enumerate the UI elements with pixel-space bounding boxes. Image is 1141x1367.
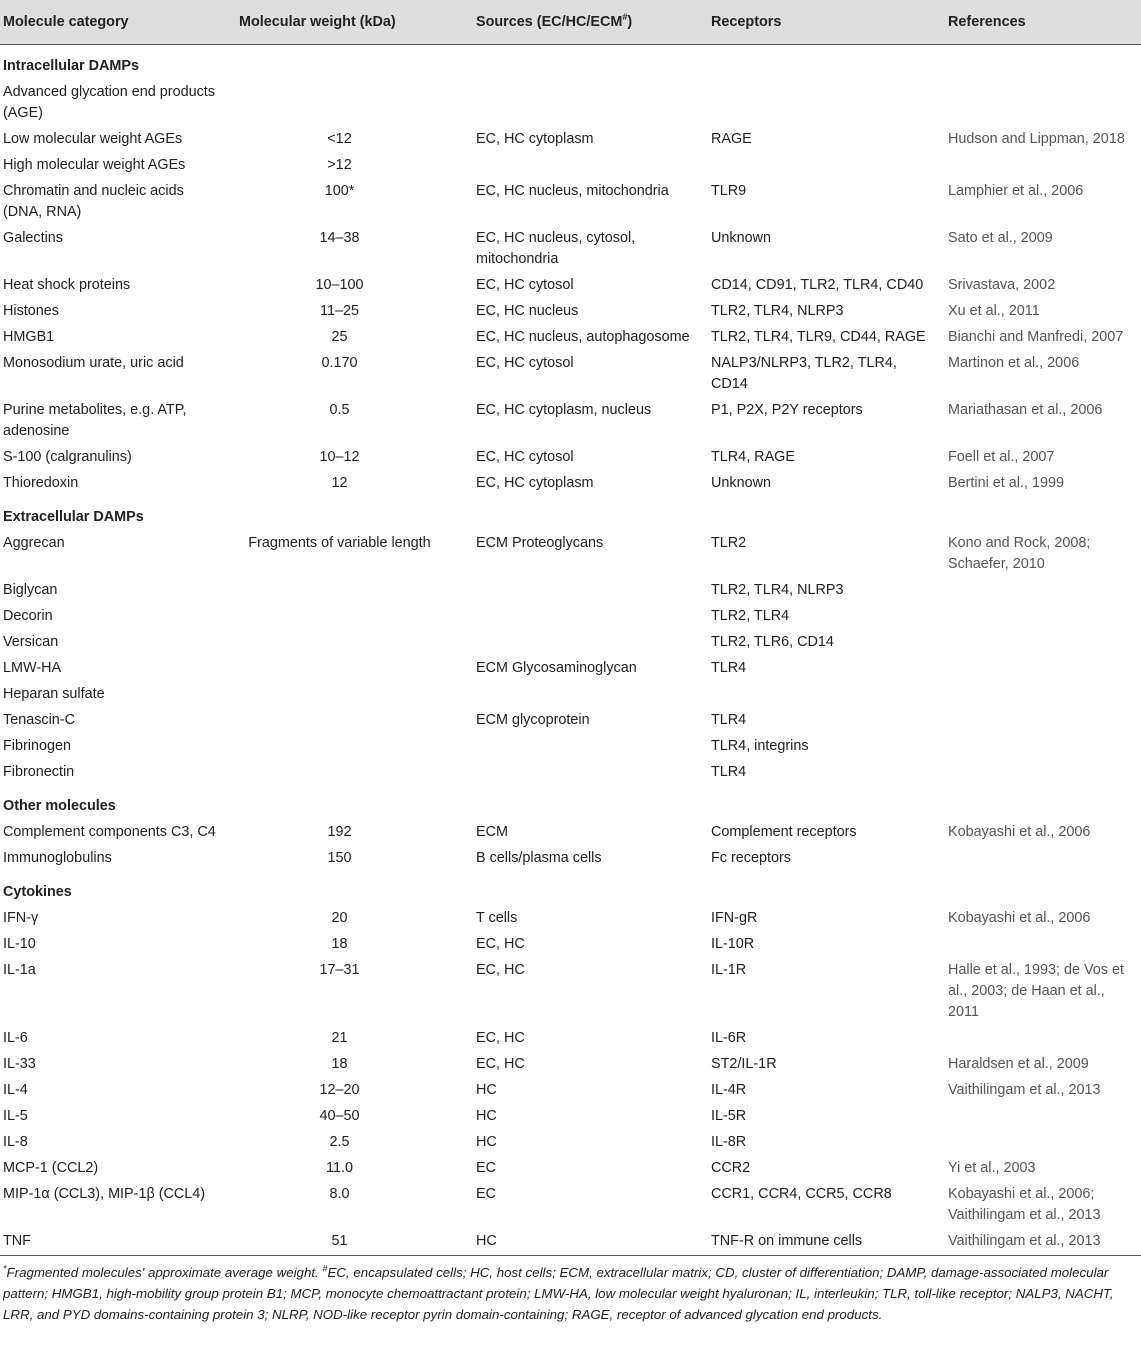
header-row <box>0 0 1141 44</box>
cell-molecule: IL-33 <box>3 1055 36 1072</box>
cell-sources: ECM Glycosaminoglycan <box>476 659 637 676</box>
cell-receptors: P1, P2X, P2Y receptors <box>711 401 863 418</box>
cell-references <box>930 153 1141 179</box>
cell-sources: EC, HC nucleus, autophagosome <box>476 328 690 345</box>
cell-molecule: HMGB1 <box>3 328 55 345</box>
cell-references: Yi et al., 2003 <box>948 1159 1036 1176</box>
table-row <box>0 398 1141 445</box>
table-row <box>0 299 1141 325</box>
cell-molecular-weight <box>221 734 458 760</box>
cell-sources <box>458 630 693 656</box>
table-row <box>0 153 1141 179</box>
cell-sources <box>458 604 693 630</box>
cell-sources: EC, HC nucleus, cytosol, mitochondria <box>476 229 636 267</box>
section-heading: Intracellular DAMPs <box>3 57 139 74</box>
cell-molecular-weight: 18 <box>331 1055 348 1072</box>
cell-receptors: IL-10R <box>711 935 755 952</box>
cell-molecular-weight: 8.0 <box>329 1185 350 1202</box>
cell-molecule: IL-5 <box>3 1107 28 1124</box>
cell-receptors: CCR1, CCR4, CCR5, CCR8 <box>711 1185 892 1202</box>
cell-references <box>930 630 1141 656</box>
cell-molecule: Low molecular weight AGEs <box>3 130 183 147</box>
cell-sources: EC, HC nucleus <box>476 302 579 319</box>
cell-references: Vaithilingam et al., 2013 <box>948 1081 1101 1098</box>
section-heading: Extracellular DAMPs <box>3 508 144 525</box>
header-molecular-weight <box>221 0 458 44</box>
cell-molecular-weight <box>221 630 458 656</box>
cell-sources: EC, HC cytosol <box>476 354 574 371</box>
table-row <box>0 656 1141 682</box>
cell-molecular-weight: 17–31 <box>319 961 360 978</box>
cell-molecule: S-100 (calgranulins) <box>3 448 132 465</box>
cell-references <box>930 682 1141 708</box>
cell-sources: EC, HC cytoplasm, nucleus <box>476 401 652 418</box>
cell-sources: EC, HC nucleus, mitochondria <box>476 182 669 199</box>
cell-molecule: MCP-1 (CCL2) <box>3 1159 99 1176</box>
cell-molecule: Immunoglobulins <box>3 849 112 866</box>
cell-receptors: TLR2, TLR4, NLRP3 <box>711 302 844 319</box>
cell-molecule: Purine metabolites, e.g. ATP, adenosine <box>3 401 187 439</box>
cell-sources <box>458 153 693 179</box>
table-row <box>0 734 1141 760</box>
cell-references <box>930 656 1141 682</box>
cell-sources: HC <box>476 1133 497 1150</box>
header-sources-close: ) <box>627 13 633 30</box>
table-row <box>0 820 1141 846</box>
cell-references: Bianchi and Manfredi, 2007 <box>948 328 1124 345</box>
table-row <box>0 351 1141 398</box>
table-row <box>0 1229 1141 1255</box>
cell-receptors: IL-1R <box>711 961 747 978</box>
table-row <box>0 708 1141 734</box>
header-references: References <box>930 0 1141 44</box>
cell-sources: T cells <box>476 909 518 926</box>
cell-receptors: TLR4 <box>711 763 747 780</box>
table-row <box>0 325 1141 351</box>
cell-sources: EC, HC <box>476 935 525 952</box>
cell-references <box>930 734 1141 760</box>
cell-molecule: Heparan sulfate <box>3 685 105 702</box>
cell-molecule: High molecular weight AGEs <box>3 156 186 173</box>
section-row <box>0 872 1141 906</box>
cell-molecular-weight: 0.5 <box>329 401 350 418</box>
section-heading: Other molecules <box>3 797 116 814</box>
cell-receptors: CCR2 <box>711 1159 751 1176</box>
cell-references: Xu et al., 2011 <box>948 302 1040 319</box>
cell-receptors: TLR2, TLR4, NLRP3 <box>711 581 844 598</box>
cell-molecule: Advanced glycation end products (AGE) <box>3 83 216 121</box>
table-row <box>0 906 1141 932</box>
cell-receptors: CD14, CD91, TLR2, TLR4, CD40 <box>711 276 924 293</box>
cell-molecule: Galectins <box>3 229 63 246</box>
cell-sources: EC, HC cytoplasm <box>476 474 594 491</box>
cell-receptors: TLR4, RAGE <box>711 448 795 465</box>
cell-molecule: Monosodium urate, uric acid <box>3 354 184 371</box>
cell-receptors: IFN-gR <box>711 909 758 926</box>
section-row <box>0 44 1141 80</box>
cell-sources <box>458 682 693 708</box>
cell-references <box>930 1104 1141 1130</box>
table-row <box>0 127 1141 153</box>
cell-molecular-weight: 100* <box>324 182 355 199</box>
table-row <box>0 1052 1141 1078</box>
cell-references: Haraldsen et al., 2009 <box>948 1055 1089 1072</box>
cell-sources: HC <box>476 1107 497 1124</box>
cell-molecule: IFN-γ <box>3 909 39 926</box>
cell-molecular-weight: 21 <box>331 1029 348 1046</box>
cell-molecule: Thioredoxin <box>3 474 79 491</box>
cell-molecular-weight: 40–50 <box>319 1107 360 1124</box>
table-body <box>0 44 1141 1255</box>
table-header <box>0 0 1141 44</box>
table-row <box>0 1130 1141 1156</box>
table-row <box>0 273 1141 299</box>
section-heading: Cytokines <box>3 883 72 900</box>
cell-sources: EC <box>476 1159 496 1176</box>
cell-sources: EC, HC <box>476 1029 525 1046</box>
cell-molecular-weight: 14–38 <box>319 229 360 246</box>
cell-molecular-weight: 12 <box>331 474 348 491</box>
cell-receptors: Unknown <box>711 229 771 246</box>
header-molecule-category: Molecule category <box>0 0 221 44</box>
cell-sources: HC <box>476 1232 497 1249</box>
cell-references <box>930 578 1141 604</box>
cell-molecular-weight: 10–100 <box>315 276 364 293</box>
cell-references <box>930 846 1141 872</box>
cell-references: Hudson and Lippman, 2018 <box>948 130 1125 147</box>
cell-sources: EC, HC cytoplasm <box>476 130 594 147</box>
footnote-text-fragment: Fragmented molecules' approximate average weight. <box>6 1264 323 1280</box>
cell-molecular-weight: 2.5 <box>329 1133 350 1150</box>
table-row <box>0 471 1141 497</box>
cell-molecular-weight: 150 <box>327 849 352 866</box>
cell-molecule: Fibronectin <box>3 763 75 780</box>
cell-receptors: IL-6R <box>711 1029 747 1046</box>
table-row <box>0 445 1141 471</box>
cell-molecular-weight: 12–20 <box>319 1081 360 1098</box>
cell-receptors: TLR2, TLR6, CD14 <box>711 633 834 650</box>
table-row <box>0 958 1141 1026</box>
cell-references <box>930 1026 1141 1052</box>
cell-sources <box>458 734 693 760</box>
cell-sources: ECM glycoprotein <box>476 711 590 728</box>
cell-molecular-weight <box>221 682 458 708</box>
table-row <box>0 1104 1141 1130</box>
cell-references: Kobayashi et al., 2006; Vaithilingam et al., 2013 <box>948 1185 1101 1223</box>
cell-receptors: TNF-R on immune cells <box>711 1232 863 1249</box>
cell-receptors: TLR2, TLR4, TLR9, CD44, RAGE <box>711 328 926 345</box>
table-row <box>0 760 1141 786</box>
cell-references: Kobayashi et al., 2006 <box>948 909 1091 926</box>
cell-sources: ECM Proteoglycans <box>476 534 604 551</box>
cell-references: Kono and Rock, 2008; Schaefer, 2010 <box>948 534 1091 572</box>
table-row <box>0 1156 1141 1182</box>
cell-references: Bertini et al., 1999 <box>948 474 1064 491</box>
cell-receptors: Unknown <box>711 474 771 491</box>
table-row <box>0 630 1141 656</box>
cell-molecule: Aggrecan <box>3 534 65 551</box>
cell-molecule: TNF <box>3 1232 31 1249</box>
table-row <box>0 226 1141 273</box>
header-sources-label: Sources (EC/HC/ECM <box>476 13 623 30</box>
cell-receptors: NALP3/NLRP3, TLR2, TLR4, CD14 <box>711 354 897 392</box>
cell-molecule: Complement components C3, C4 <box>3 823 216 840</box>
table-row <box>0 1026 1141 1052</box>
cell-molecule: Heat shock proteins <box>3 276 131 293</box>
cell-sources: B cells/plasma cells <box>476 849 602 866</box>
cell-references <box>930 708 1141 734</box>
cell-sources: EC, HC <box>476 1055 525 1072</box>
cell-references: Foell et al., 2007 <box>948 448 1055 465</box>
cell-receptors: Fc receptors <box>711 849 791 866</box>
table-row <box>0 846 1141 872</box>
header-molecular-weight-label: Molecular weight (kDa) <box>239 13 396 30</box>
cell-molecule: IL-4 <box>3 1081 28 1098</box>
cell-references: Mariathasan et al., 2006 <box>948 401 1103 418</box>
cell-receptors: TLR4 <box>711 659 747 676</box>
cell-molecular-weight: 11.0 <box>326 1159 353 1176</box>
cell-receptors: IL-8R <box>711 1133 747 1150</box>
cell-receptors <box>693 80 930 127</box>
cell-receptors: IL-5R <box>711 1107 747 1124</box>
table-row <box>0 80 1141 127</box>
header-receptors: Receptors <box>693 0 930 44</box>
cell-molecular-weight <box>221 604 458 630</box>
table-footnote <box>0 1255 1141 1325</box>
cell-molecular-weight: 18 <box>331 935 348 952</box>
cell-molecular-weight: 0.170 <box>321 354 358 371</box>
table-row <box>0 604 1141 630</box>
cell-references: Sato et al., 2009 <box>948 229 1053 246</box>
header-sources-superscript: # <box>622 11 628 22</box>
cell-references: Martinon et al., 2006 <box>948 354 1080 371</box>
cell-molecule: Versican <box>3 633 59 650</box>
cell-molecule: IL-8 <box>3 1133 28 1150</box>
cell-receptors: TLR2 <box>711 534 747 551</box>
table-row <box>0 932 1141 958</box>
cell-molecule: Tenascin-C <box>3 711 75 728</box>
cell-molecule: MIP-1α (CCL3), MIP-1β (CCL4) <box>3 1185 206 1202</box>
table-row <box>0 1182 1141 1229</box>
section-row <box>0 786 1141 820</box>
cell-references: Vaithilingam et al., 2013 <box>948 1232 1101 1249</box>
cell-receptors: TLR9 <box>711 182 747 199</box>
cell-sources: EC, HC cytosol <box>476 448 574 465</box>
cell-sources: EC, HC cytosol <box>476 276 574 293</box>
cell-receptors: ST2/IL-1R <box>711 1055 777 1072</box>
cell-molecule: LMW-HA <box>3 659 62 676</box>
cell-sources: EC, HC <box>476 961 525 978</box>
table-row <box>0 179 1141 226</box>
cell-molecular-weight <box>221 656 458 682</box>
cell-molecular-weight <box>221 80 458 127</box>
cell-molecular-weight: 192 <box>327 823 352 840</box>
cell-molecular-weight <box>221 578 458 604</box>
cell-references <box>930 1130 1141 1156</box>
cell-molecule: IL-1a <box>3 961 36 978</box>
cell-receptors: TLR4, integrins <box>711 737 809 754</box>
cell-sources <box>458 760 693 786</box>
cell-sources <box>458 578 693 604</box>
footnote-text-abbreviations: EC, encapsulated cells; HC, host cells; ECM, extracellular matrix; CD, cluster of differentiation; DAMP, damage-associated molecular pattern; HMGB1, high-mobility group protein B1; MCP, monocyte chemoattractant protein; LMW-HA, low molecular weight hyaluronan; IL, interleukin; TLR, toll-like receptor; NALP3, NACHT, LRR, and PYD domains-containing protein 3; NLRP, NOD-like receptor pyrin domain-containing; RAGE, receptor of advanced glycation end products. <box>3 1264 1114 1322</box>
cell-molecule: IL-10 <box>3 935 36 952</box>
cell-molecular-weight: 11–25 <box>320 302 359 319</box>
cell-receptors <box>693 682 930 708</box>
cell-references <box>930 80 1141 127</box>
cell-sources: EC <box>476 1185 496 1202</box>
table-row <box>0 578 1141 604</box>
cell-molecular-weight: 51 <box>331 1232 348 1249</box>
cell-molecule: IL-6 <box>3 1029 28 1046</box>
cell-molecule: Decorin <box>3 607 53 624</box>
cell-molecular-weight: >12 <box>327 156 352 173</box>
cell-references <box>930 760 1141 786</box>
cell-references: Srivastava, 2002 <box>948 276 1056 293</box>
table-row <box>0 1078 1141 1104</box>
cell-molecule: Biglycan <box>3 581 58 598</box>
cell-receptors: TLR2, TLR4 <box>711 607 790 624</box>
cell-references <box>930 932 1141 958</box>
cell-molecular-weight: 20 <box>331 909 348 926</box>
section-row <box>0 497 1141 531</box>
cell-molecule: Fibrinogen <box>3 737 71 754</box>
cell-molecular-weight <box>221 760 458 786</box>
cell-molecular-weight: <12 <box>327 130 352 147</box>
cell-receptors: RAGE <box>711 130 752 147</box>
cell-sources <box>458 80 693 127</box>
cell-receptors: TLR4 <box>711 711 747 728</box>
cell-sources: ECM <box>476 823 508 840</box>
cell-molecule: Histones <box>3 302 59 319</box>
cell-molecular-weight: 25 <box>331 328 348 345</box>
cell-molecular-weight: 10–12 <box>319 448 360 465</box>
table-row <box>0 682 1141 708</box>
footnote-star: * <box>3 1263 7 1274</box>
cell-references: Lamphier et al., 2006 <box>948 182 1084 199</box>
cell-molecular-weight: Fragments of variable length <box>248 534 431 551</box>
cell-molecule: Chromatin and nucleic acids (DNA, RNA) <box>3 182 184 220</box>
footnote-hash: # <box>322 1263 328 1274</box>
cell-references: Kobayashi et al., 2006 <box>948 823 1091 840</box>
cell-references <box>930 604 1141 630</box>
header-sources <box>458 0 693 44</box>
table-row <box>0 531 1141 578</box>
cell-receptors <box>693 153 930 179</box>
cell-receptors: IL-4R <box>711 1081 747 1098</box>
cell-references: Halle et al., 1993; de Vos et al., 2003; de Haan et al., 2011 <box>948 961 1125 1020</box>
cell-molecular-weight <box>221 708 458 734</box>
cell-receptors: Complement receptors <box>711 823 857 840</box>
cell-sources: HC <box>476 1081 497 1098</box>
